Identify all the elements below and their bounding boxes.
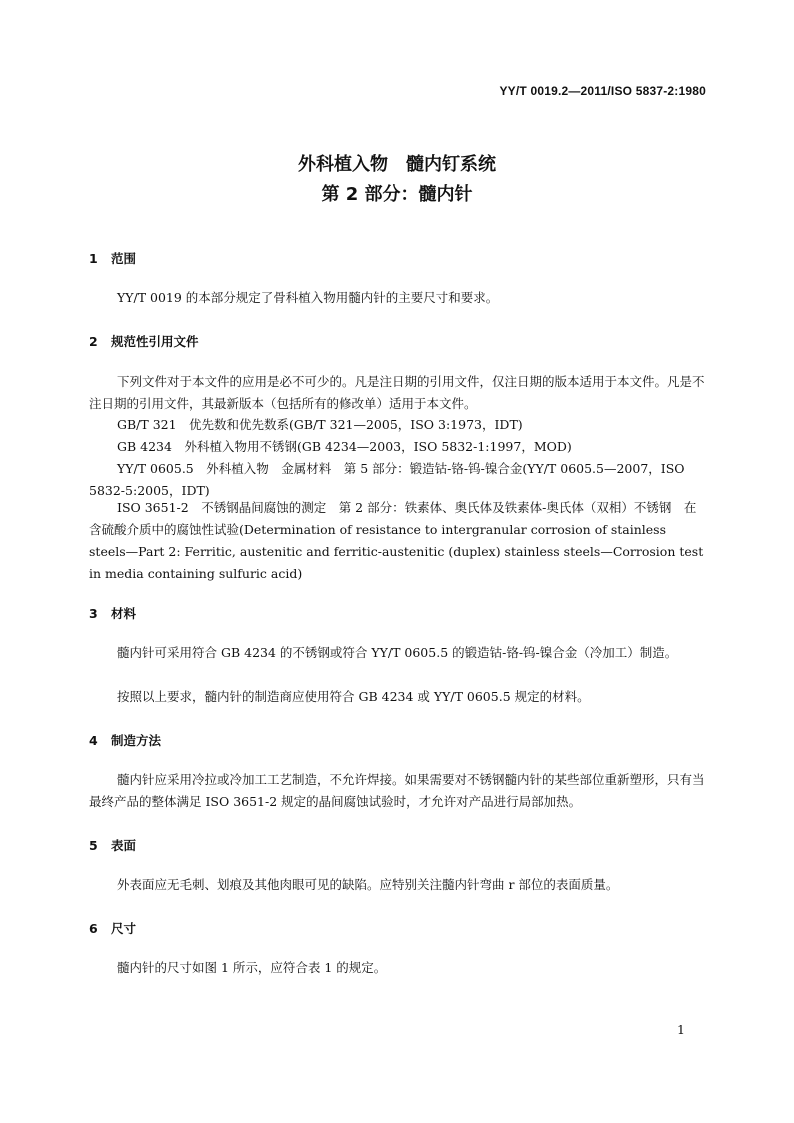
section-2-heading [89,332,199,350]
section-4-paragraph-1: 髓内针应采用冷拉或冷加工工艺制造，不允许焊接。如果需要对不锈钢髓内针的某些部位重新塑形，只有当最终产品的整体满足 ISO 3651-2 规定的晶间腐蚀试验时，才允许对产品进行局部加热。 [89,772,705,809]
reference-yyt-0605-5: YY/T 0605.5 外科植入物 金属材料 第 5 部分：锻造钴-铬-钨-镍合金(YY/T 0605.5—2007，ISO 5832-5:2005，IDT) [89,461,685,498]
document-title-line2: 第 2 部分：髓内针 [321,184,473,205]
section-number: 1 [89,251,98,266]
section-5-paragraph-1: 外表面应无毛刺、划痕及其他肉眼可见的缺陷。应特别关注髓内针弯曲 r 部位的表面质量。 [117,877,619,892]
section-6-paragraph-1: 髓内针的尺寸如图 1 所示，应符合表 1 的规定。 [117,960,387,975]
section-5-heading [89,836,136,854]
standard-code-header: YY/T 0019.2—2011/ISO 5837-2:1980 [499,84,706,98]
section-title: 规范性引用文件 [111,334,199,349]
section-1-heading [89,249,136,267]
section-2-intro-paragraph: 下列文件对于本文件的应用是必不可少的。凡是注日期的引用文件，仅注日期的版本适用于本文件。凡是不注日期的引用文件，其最新版本（包括所有的修改单）适用于本文件。 [89,374,705,411]
section-title: 制造方法 [111,733,162,748]
section-6-heading [89,919,136,937]
page-number: 1 [677,1022,685,1037]
section-number: 3 [89,606,98,621]
section-3-heading [89,604,136,622]
section-1-paragraph-1: YY/T 0019 的本部分规定了骨科植入物用髓内针的主要尺寸和要求。 [117,290,499,305]
section-number: 6 [89,921,98,936]
section-title: 范围 [111,251,137,266]
section-number: 5 [89,838,98,853]
section-number: 2 [89,334,98,349]
section-title: 材料 [111,606,137,621]
document-title-line1: 外科植入物 髓内钉系统 [298,154,496,175]
section-title: 尺寸 [111,921,137,936]
reference-gbt-321: GB/T 321 优先数和优先数系(GB/T 321—2005，ISO 3:1973，IDT) [117,417,523,432]
reference-iso-3651-2: ISO 3651-2 不锈钢晶间腐蚀的测定 第 2 部分：铁素体、奥氏体及铁素体-奥氏体（双相）不锈钢 在含硫酸介质中的腐蚀性试验(Determination of resistance to intergranular corrosion of stainless steels—Part 2: Ferritic, austenitic and ferritic-austenitic (duplex) stainless steels—Corrosion test in media containing sulfuric acid) [89,500,704,581]
section-title: 表面 [111,838,137,853]
section-4-heading [89,731,161,749]
reference-gb-4234: GB 4234 外科植入物用不锈钢(GB 4234—2003，ISO 5832-1:1997，MOD) [117,439,572,454]
section-number: 4 [89,733,98,748]
section-3-paragraph-2: 按照以上要求，髓内针的制造商应使用符合 GB 4234 或 YY/T 0605.5 规定的材料。 [117,689,590,704]
section-3-paragraph-1: 髓内针可采用符合 GB 4234 的不锈钢或符合 YY/T 0605.5 的锻造钴-铬-钨-镍合金（冷加工）制造。 [117,645,678,660]
